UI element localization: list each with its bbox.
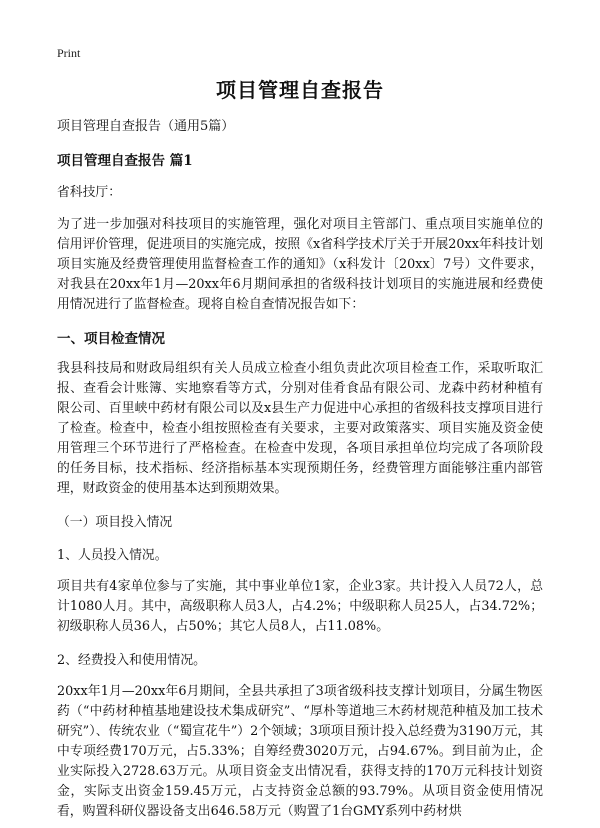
section-paragraph: 我县科技局和财政局组织有关人员成立检查小组负责此次项目检查工作，采取听取汇报、查看会计账簿、实地察看等方式，分别对佳肴食品有限公司、龙森中药材种植有限公司、百里峡中药材有限公司以及x县生产力促进中心承担的省级科技支撑项目进行了检查。检查中，检查小组按照检查有关要求，主要对政策落实、项目实施及资金使用管理三个环节进行了严格检查。在检查中发现，各项目承担单位均完成了各项阶段的任务目标，技术指标、经济指标基本实现预期任务，经费管理方面能够注重内部管理，财政资金的使用基本达到预期效果。 <box>57 361 543 496</box>
page-title: 项目管理自查报告 <box>216 78 384 102</box>
subsection-heading: （一）项目投入情况 <box>57 515 173 530</box>
print-link[interactable]: Print <box>57 46 81 60</box>
item-heading: 2、经费投入和使用情况。 <box>57 653 206 668</box>
chapter-title: 项目管理自查报告 篇1 <box>57 153 193 169</box>
document-subtitle: 项目管理自查报告（通用5篇） <box>57 119 235 134</box>
item-paragraph: 20xx年1月—20xx年6月期间，全县共承担了3项省级科技支撑计划项目，分属生物医药（“中药材种植基地建设技术集成研究”、“厚朴等道地三木药材规范种植及加工技术研究”）、传统农业（“蜀宣花牛”）2个领域；3项项目预计投入总经费为3190万元，其中专项经费170万元，占5.33%；自筹经费3020万元，占94.67%。到目前为止，企业实际投入2728.63万元。从项目资金支出情况看，获得支持的170万元科技计划资金，实际支出资金159.45万元，占支持资金总额的93.79%。从项目资金使用情况看，购置科研仪器设备支出646.58万元（购置了1台GMY系列中药材烘 <box>57 684 543 819</box>
salutation: 省科技厅： <box>57 185 121 200</box>
document-body <box>57 74 543 819</box>
item-paragraph: 项目共有4家单位参与了实施，其中事业单位1家，企业3家。共计投入人员72人，总计1080人月。其中，高级职称人员3人，占4.2%；中级职称人员25人，占34.72%；初级职称人员36人，占50%；其它人员8人，占11.08%。 <box>57 579 543 634</box>
section-heading: 一、项目检查情况 <box>57 331 165 347</box>
intro-paragraph: 为了进一步加强对科技项目的实施管理，强化对项目主管部门、重点项目实施单位的信用评价管理，促进项目的实施完成，按照《x省科学技术厅关于开展20xx年科技计划项目实施及经费管理使用监督检查工作的通知》（x科发计〔20xx〕7号）文件要求，对我县在20xx年1月—20xx年6月期间承担的省级科技计划项目的实施进展和经费使用情况进行了监督检查。现将自检自查情况报告如下： <box>57 217 543 312</box>
item-heading: 1、人员投入情况。 <box>57 548 168 563</box>
